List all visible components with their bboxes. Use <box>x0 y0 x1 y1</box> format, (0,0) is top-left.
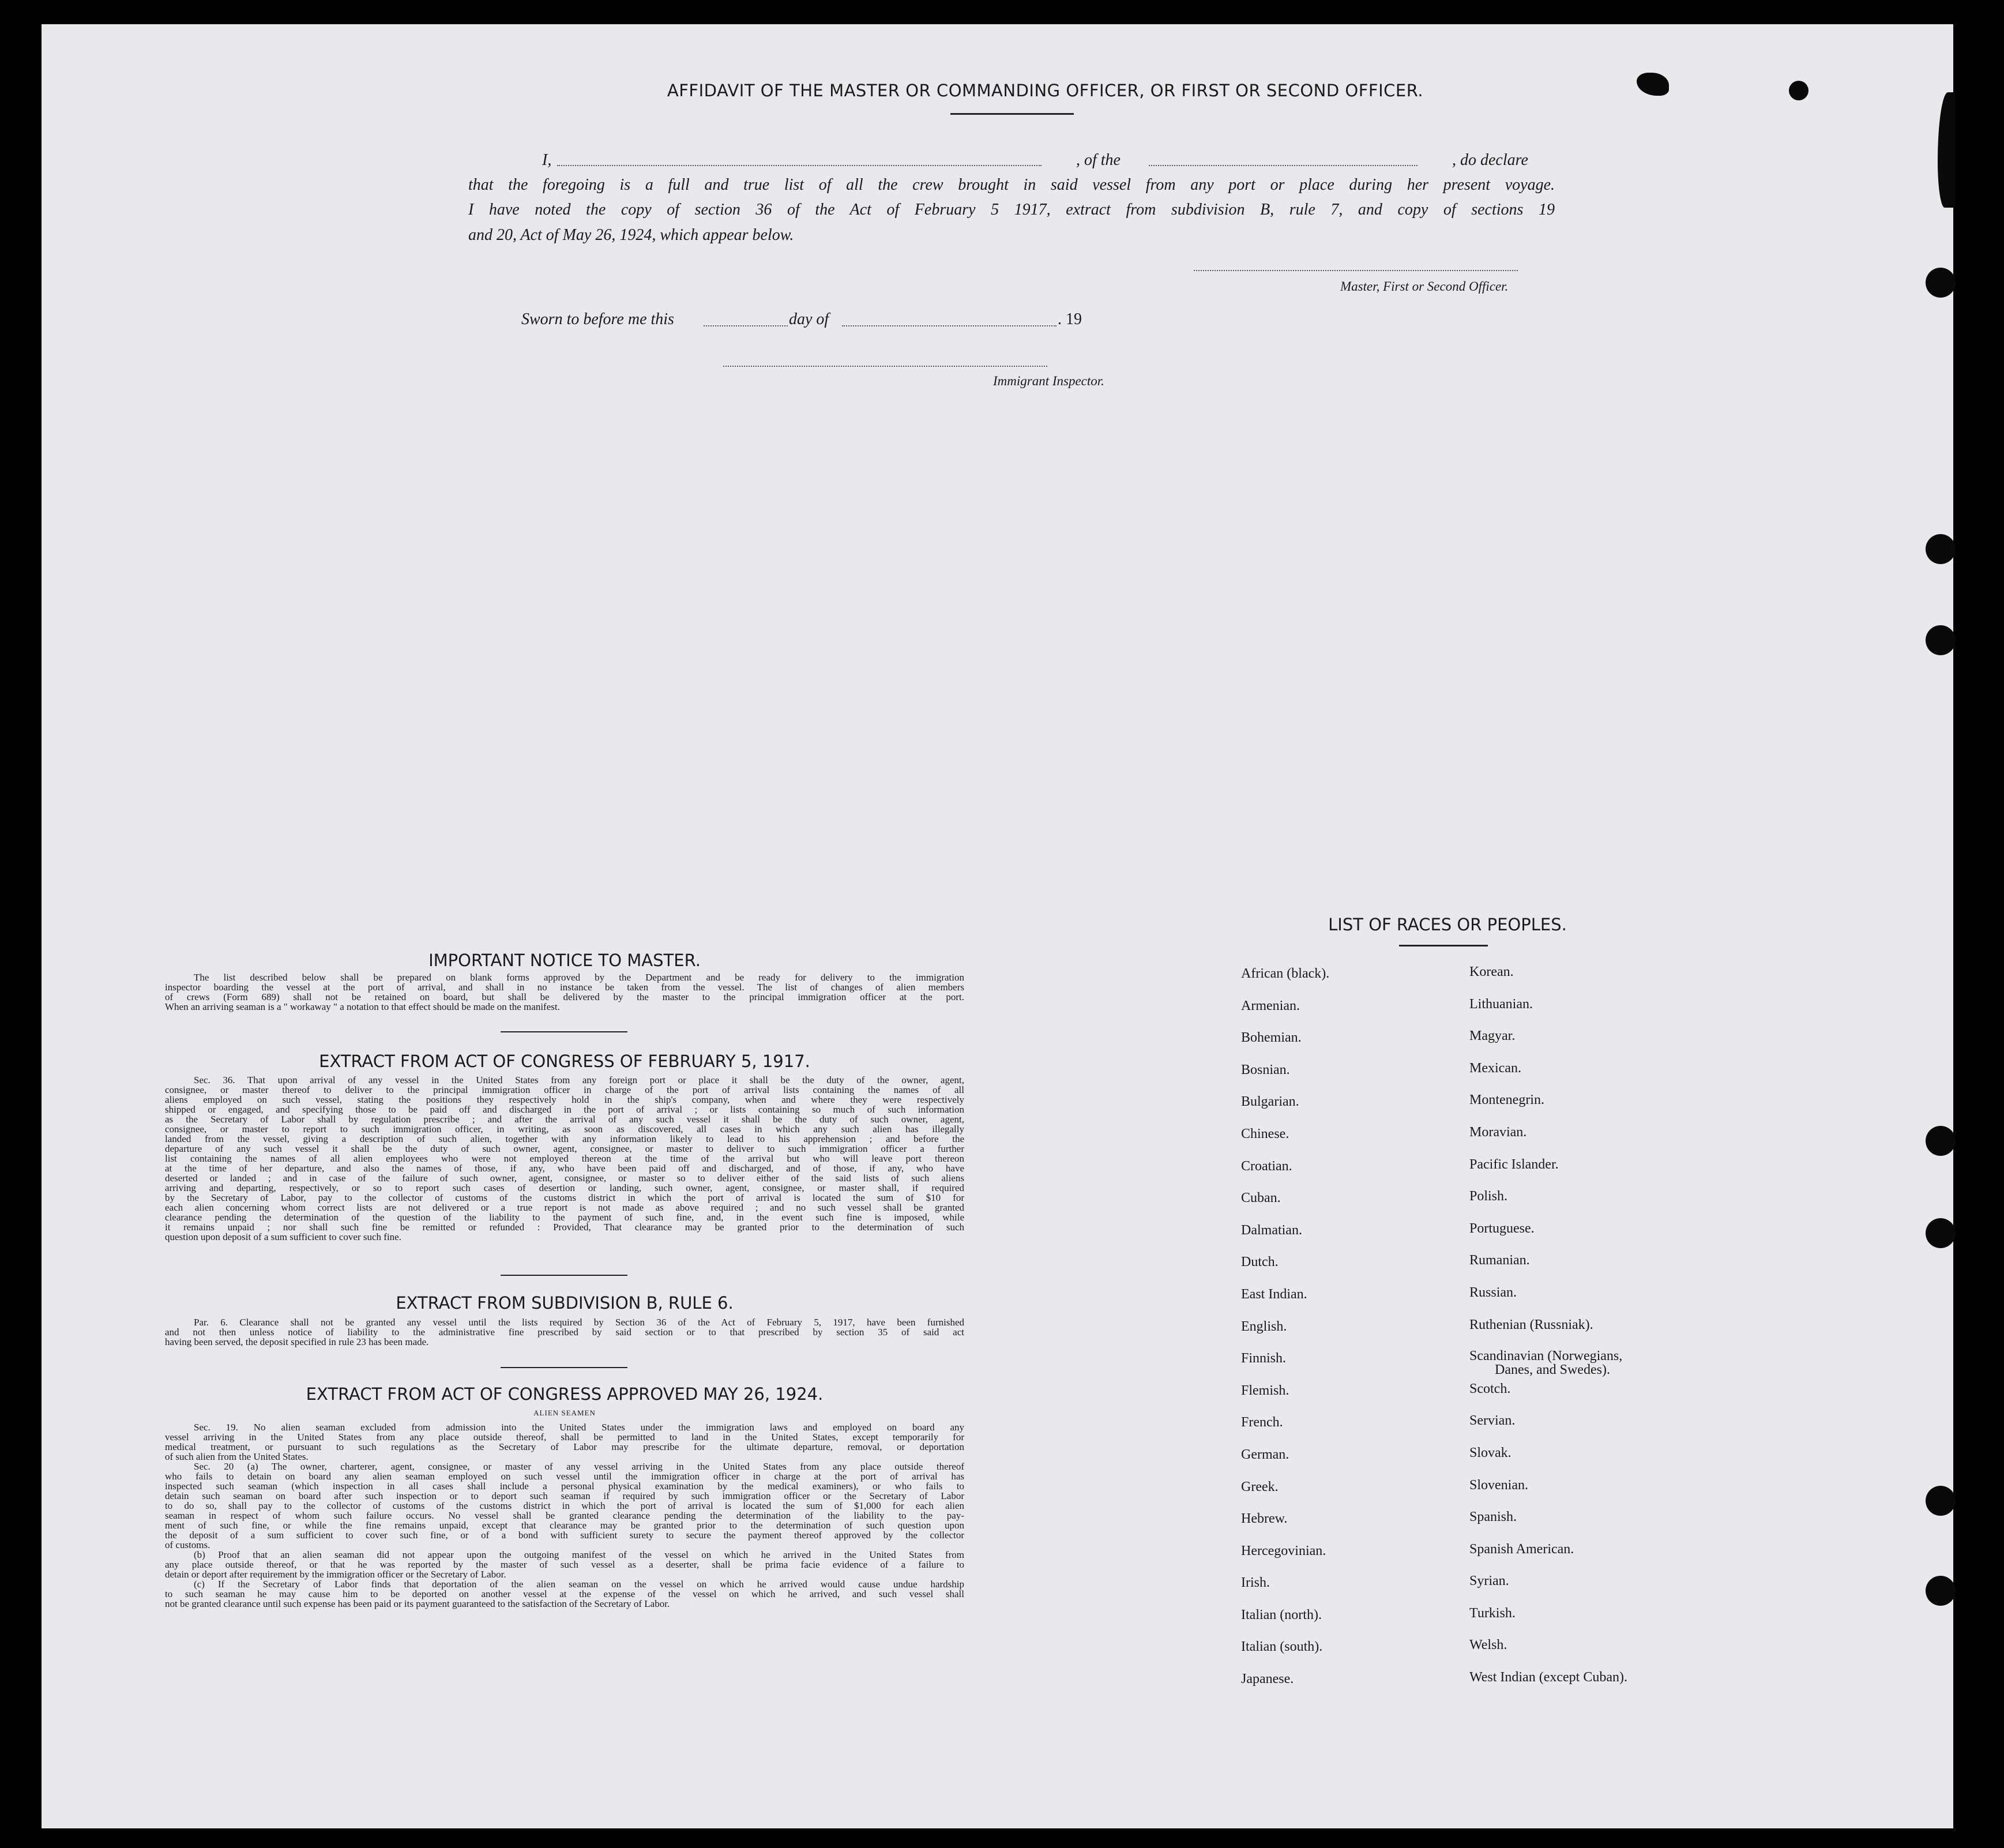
text-line: and not then unless notice of liability to the administrative fine prescribed by said section or to that prescribed by section 35 of said act <box>165 1327 964 1338</box>
affidavit-line2: that the foregoing is a full and true list of all the crew brought in said vessel from any port or place during her present voyage. <box>468 176 1555 194</box>
text-line: aliens employed on such vessel, stating the positions they respectively hold in the ship's company, when and where they were respectively <box>165 1094 964 1105</box>
text-line: to such seaman he may cause him to be deported on another vessel at the expense of the vessel on which he arrived, and such vessel shall <box>165 1588 964 1599</box>
affidavit-line4: and 20, Act of May 26, 1924, which appear below. <box>468 226 794 244</box>
race-item: East Indian. <box>1241 1286 1307 1302</box>
declarant-name-field[interactable] <box>557 165 1042 166</box>
race-item: Dutch. <box>1241 1254 1279 1270</box>
race-item: Rumanian. <box>1469 1253 1530 1268</box>
notice-line: of crews (Form 689) shall not be retained on board, but shall be delivered by the master to the principal immigration officer at the port. <box>165 991 964 1002</box>
text-line: any place outside thereof, or that he was reported by the master of such vessel as a deserter, shall be prima facie evidence of a failure to <box>165 1559 964 1570</box>
text-line: inspected such seaman (which inspection in all cases shall include a personal physical examination by the medical examiners), or who fails to <box>165 1481 964 1492</box>
race-item: Russian. <box>1469 1284 1517 1300</box>
race-item <box>1469 1349 1712 1381</box>
race-item: Hebrew. <box>1241 1511 1288 1527</box>
rule6-title: EXTRACT FROM SUBDIVISION B, RULE 6. <box>396 1293 734 1313</box>
race-item: African (black). <box>1241 966 1330 981</box>
race-item: German. <box>1241 1447 1289 1462</box>
race-item: Flemish. <box>1241 1383 1289 1398</box>
punch-hole <box>1926 1218 1956 1248</box>
sworn-label: Sworn to before me this <box>521 310 674 328</box>
race-item: Italian (north). <box>1241 1607 1322 1622</box>
text-line: Sec. 36. That upon arrival of any vessel in the United States from any foreign port or place it shall be the duty of the owner, agent, <box>194 1075 964 1085</box>
text-line: consignee, or master to report to such immigration officer, in writing, as soon as discovered, all cases in which any such alien has illegally <box>165 1124 964 1135</box>
notice-line: When an arriving seaman is a " workaway " a notation to that effect should be made on the manifest. <box>165 1001 560 1012</box>
race-item: Dalmatian. <box>1241 1222 1302 1238</box>
text-line: deserted or landed ; and in case of the failure of such owner, agent, consignee, or master so to deliver either of the said lists of such aliens <box>165 1173 964 1184</box>
text-line: Sec. 20 (a) The owner, charterer, agent, consignee, or master of any vessel arriving in the United States from any place outside thereof <box>194 1461 964 1472</box>
race-item: Hercegovinian. <box>1241 1543 1326 1558</box>
affidavit-title: AFFIDAVIT OF THE MASTER OR COMMANDING OFFICER, OR FIRST OR SECOND OFFICER. <box>667 81 1424 100</box>
notice-text <box>165 972 964 1012</box>
extract-1917-text <box>165 1075 964 1242</box>
races-left-column <box>1241 966 1449 1704</box>
race-item: Moravian. <box>1469 1124 1527 1140</box>
punch-hole <box>1926 268 1956 298</box>
day-of-label: day of <box>789 310 829 328</box>
text-line: the deposit of a sum sufficient to cover such fine, or of a bond with sufficient surety to secure the payment thereof approved by the collector <box>165 1530 964 1541</box>
section-divider <box>501 1367 627 1368</box>
race-item: Finnish. <box>1241 1351 1287 1366</box>
race-item: Turkish. <box>1469 1605 1516 1621</box>
race-item: Servian. <box>1469 1413 1516 1429</box>
text-line: medical treatment, or pursuant to such regulations as the Secretary of Labor may prescribe for the ultimate departure, removal, or deportation <box>165 1441 964 1452</box>
race-item-line: Scandinavian (Norwegians, <box>1469 1349 1623 1364</box>
punch-hole <box>1926 625 1956 655</box>
declare-label: , do declare <box>1452 151 1528 169</box>
races-title: LIST OF RACES OR PEOPLES. <box>1328 915 1567 934</box>
text-line: not be granted clearance until such expense has been paid or its payment guaranteed to the satisfaction of the Secretary of Labor. <box>165 1598 670 1609</box>
signature-label: Master, First or Second Officer. <box>1340 279 1509 294</box>
races-right-column <box>1469 964 1712 1702</box>
text-line: each alien concerning whom correct lists are not delivered or a true report is not made as above required ; and no such vessel shall be granted <box>165 1202 964 1213</box>
text-line: departure of any such vessel it shall be the duty of such owner, agent, consignee, or master to deliver to such immigration officer a further <box>165 1143 964 1154</box>
race-item: Bulgarian. <box>1241 1094 1299 1110</box>
race-item: Syrian. <box>1469 1573 1509 1589</box>
race-item: Bosnian. <box>1241 1062 1290 1077</box>
race-item: Greek. <box>1241 1479 1279 1494</box>
race-item: Korean. <box>1469 964 1514 979</box>
extract-1924-subtitle: ALIEN SEAMEN <box>533 1408 596 1417</box>
text-line: to do so, shall pay to the collector of customs of the customs district in which the port of arrival is located the sum of $1,000 for each alien <box>165 1500 964 1511</box>
race-item: Ruthenian (Russniak). <box>1469 1317 1593 1332</box>
punch-hole <box>1926 1576 1956 1606</box>
race-item: Mexican. <box>1469 1060 1521 1076</box>
text-line: (b) Proof that an alien seaman did not appear upon the outgoing manifest of the vessel on which he arrived in the United States from <box>194 1549 964 1560</box>
race-item: Cuban. <box>1241 1190 1281 1206</box>
text-line: of customs. <box>165 1539 210 1550</box>
punch-hole <box>1926 534 1956 564</box>
vessel-name-field[interactable] <box>1149 165 1418 166</box>
section-divider <box>501 1275 627 1276</box>
text-line: ment of such fine, or while the fine remains unpaid, except that clearance may be granted prior to the determination of such question upon <box>165 1520 964 1531</box>
race-item: Japanese. <box>1241 1672 1294 1687</box>
section-divider <box>501 1031 627 1032</box>
race-item: Slovenian. <box>1469 1477 1528 1493</box>
text-line: Sec. 19. No alien seaman excluded from admission into the United States under the immigration laws and employed on board any <box>194 1422 964 1433</box>
race-item: Irish. <box>1241 1575 1270 1591</box>
text-line: vessel arriving in the United States from any place outside thereof, shall be permitted to land in the United States, except temporarily for <box>165 1432 964 1443</box>
master-signature-field[interactable] <box>1194 270 1518 271</box>
extract-1917-title: EXTRACT FROM ACT OF CONGRESS OF FEBRUARY 5, 1917. <box>319 1051 810 1071</box>
text-line: consignee, or master thereof to deliver to the principal immigration officer in charge of the port of arrival lists containing the names of all <box>165 1084 964 1095</box>
race-item: Italian (south). <box>1241 1639 1323 1655</box>
race-item: Armenian. <box>1241 998 1300 1013</box>
affidavit-line3: I have noted the copy of section 36 of the Act of February 5 1917, extract from subdivision B, rule 7, and copy of sections 19 <box>468 201 1555 219</box>
text-line: list containing the names of all alien employees who were not employed thereon at the time of the arrival but who will leave port thereon <box>165 1153 964 1164</box>
race-item: Welsh. <box>1469 1637 1507 1653</box>
notice-line: The list described below shall be prepared on blank forms approved by the Department and be ready for delivery to the immigration <box>194 972 964 983</box>
year-label: . 19 <box>1058 310 1082 328</box>
affidavit-line1 <box>542 151 1555 171</box>
race-item: West Indian (except Cuban). <box>1469 1670 1627 1685</box>
text-line: arriving and departing, respectively, or so to report such cases of desertion or landing, such owner, agent, consignee, or master shall, if required <box>165 1182 964 1193</box>
title-underline <box>950 113 1074 115</box>
text-line: at the time of her departure, and also the names of those, if any, who have been paid off and discharged, and of those, if any, who have <box>165 1163 964 1174</box>
text-line: question upon deposit of a sum sufficient to cover such fine. <box>165 1231 401 1242</box>
races-underline <box>1399 945 1488 946</box>
race-item: French. <box>1241 1415 1283 1430</box>
vessel-label: , of the <box>1076 151 1121 169</box>
rule6-text <box>165 1317 964 1347</box>
race-item-line: Danes, and Swedes). <box>1495 1362 1610 1378</box>
race-item: Slovak. <box>1469 1445 1512 1460</box>
text-line: as the Secretary of Labor shall by regulation prescribe ; and after the arrival of any such vessel it shall be the duty of such owner, agent, <box>165 1114 964 1125</box>
punch-hole <box>1926 1486 1956 1516</box>
sworn-day-field[interactable] <box>704 325 788 326</box>
race-item: Polish. <box>1469 1189 1508 1204</box>
inspector-label: Immigrant Inspector. <box>993 374 1104 388</box>
race-item: Chinese. <box>1241 1126 1289 1141</box>
race-item: Montenegrin. <box>1469 1092 1544 1108</box>
race-item: Spanish American. <box>1469 1541 1574 1557</box>
text-line: detain or deport after requirement by the immigration officer or the Secretary of Labor. <box>165 1569 506 1580</box>
notice-title: IMPORTANT NOTICE TO MASTER. <box>428 951 701 970</box>
declarant-label: I, <box>542 151 552 169</box>
notice-line: inspector boarding the vessel at the port of arrival, and shall in no instance be taken from the vessel. The list of changes of alien members <box>165 982 964 993</box>
inspector-signature-field[interactable] <box>723 366 1047 367</box>
text-line: clearance pending the determination of the question of the liability to the payment of such fine, and, in the event such fine is imposed, while <box>165 1212 964 1223</box>
text-line: seaman in respect of whom such failure occurs. No vessel shall be granted clearance pending the determination of the liability to the pay- <box>165 1510 964 1521</box>
text-line: having been served, the deposit specified in rule 23 has been made. <box>165 1336 429 1347</box>
text-line: Par. 6. Clearance shall not be granted any vessel until the lists required by Section 36 of the Act of February 5, 1917, have been furnished <box>194 1317 964 1328</box>
race-item: Bohemian. <box>1241 1030 1302 1046</box>
race-item: Croatian. <box>1241 1158 1292 1174</box>
race-item: Pacific Islander. <box>1469 1156 1559 1172</box>
race-item: Spanish. <box>1469 1509 1517 1525</box>
race-item: Portuguese. <box>1469 1220 1535 1236</box>
extract-1924-text <box>165 1422 964 1609</box>
punch-hole <box>1926 1126 1956 1156</box>
text-line: of such alien from the United States. <box>165 1451 309 1462</box>
text-line: by the Secretary of Labor, pay to the collector of customs of the customs district in which the port of arrival is located the sum of $10 for <box>165 1192 964 1203</box>
race-item: Magyar. <box>1469 1028 1516 1044</box>
text-line: who fails to detain on board any alien seaman employed on such vessel until the immigration officer in charge at the port of arrival has <box>165 1471 964 1482</box>
text-line: (c) If the Secretary of Labor finds that deportation of the alien seaman on the vessel on which he arrived would cause undue hardship <box>194 1579 964 1590</box>
race-item: Scotch. <box>1469 1381 1511 1396</box>
sworn-month-field[interactable] <box>842 325 1056 326</box>
sworn-line <box>521 310 1156 331</box>
text-line: landed from the vessel, giving a description of such alien, together with any information likely to lead to his apprehension ; and before the <box>165 1133 964 1144</box>
extract-1924-title: EXTRACT FROM ACT OF CONGRESS APPROVED MAY 26, 1924. <box>306 1384 824 1404</box>
race-item: English. <box>1241 1319 1287 1334</box>
text-line: shipped or engaged, and specifying those to be paid off and discharged in the port of arrival ; or lists containing so much of such information <box>165 1104 964 1115</box>
text-line: it remains unpaid ; nor shall such fine be remitted or refunded : Provided, That clearance may be granted prior to the determination of such <box>165 1222 964 1233</box>
race-item: Lithuanian. <box>1469 996 1533 1012</box>
text-line: detain such seaman on board after such inspection or to deport such seaman if required by such immigration officer or the Secretary of Labor <box>165 1490 964 1501</box>
